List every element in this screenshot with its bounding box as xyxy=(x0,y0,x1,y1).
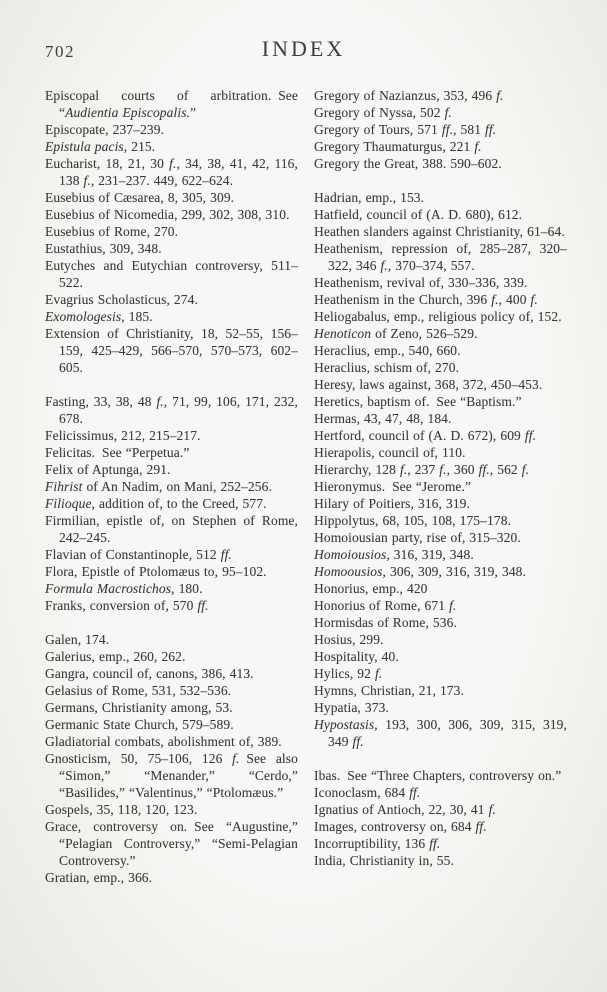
entry-text: Heliogabalus, emp., religious policy of, 152. xyxy=(314,309,562,324)
entry-text: Gregory of Tours, 571 xyxy=(314,122,442,137)
italic-term: f. xyxy=(380,258,388,273)
entry-text: , 562 xyxy=(489,462,522,477)
italic-term: ff. xyxy=(478,462,490,477)
italic-term: f. xyxy=(530,292,538,307)
italic-term: ff. xyxy=(352,734,364,749)
italic-term: Filioque xyxy=(45,496,92,511)
index-entry xyxy=(314,342,567,359)
entry-text: Flora, Epistle of Ptolomæus to, 95–102. xyxy=(45,564,267,579)
index-entry xyxy=(314,461,567,478)
entry-text: Hormisdas of Rome, 536. xyxy=(314,615,457,630)
index-entry xyxy=(314,648,567,665)
index-entry xyxy=(45,189,298,206)
italic-term: Audientia Episcopalis. xyxy=(65,105,191,120)
index-entry xyxy=(314,87,567,104)
index-entry xyxy=(314,308,567,325)
entry-text: , 34, 38, 41, 42, 116, 138 xyxy=(59,156,299,188)
entry-text: Galen, 174. xyxy=(45,632,110,647)
index-entry xyxy=(314,478,567,495)
index-entry xyxy=(45,155,298,189)
index-entry xyxy=(314,699,567,716)
index-entry xyxy=(314,189,567,206)
index-column-left xyxy=(45,87,298,886)
italic-term: f. xyxy=(169,156,177,171)
index-entry xyxy=(45,138,298,155)
index-entry xyxy=(45,512,298,546)
entry-text: , 71, 99, 106, 171, 232, 678. xyxy=(59,394,298,426)
entry-text: Gelasius of Rome, 531, 532–536. xyxy=(45,683,232,698)
entry-text: Heraclius, schism of, 270. xyxy=(314,360,460,375)
italic-term: ff. xyxy=(475,819,487,834)
index-entry xyxy=(314,376,567,393)
index-entry xyxy=(45,699,298,716)
italic-term: Hypostasis xyxy=(314,717,375,732)
entry-text: , 360 xyxy=(446,462,479,477)
entry-text: Hadrian, emp., 153. xyxy=(314,190,425,205)
entry-text: Felix of Aptunga, 291. xyxy=(45,462,171,477)
page-title: INDEX xyxy=(261,36,346,61)
entry-text: Felicitas. See “Perpetua.” xyxy=(45,445,190,460)
entry-text: , 237 xyxy=(407,462,440,477)
entry-text: Honorius of Rome, 671 xyxy=(314,598,450,613)
entry-text: Firmilian, epistle of, on Stephen of Rome, 242–245. xyxy=(45,513,298,545)
italic-term: f. xyxy=(444,105,452,120)
entry-text: Gregory the Great, 388. 590–602. xyxy=(314,156,502,171)
entry-text: Hypatia, 373. xyxy=(314,700,389,715)
index-entry xyxy=(314,852,567,869)
entry-text: Felicissimus, 212, 215–217. xyxy=(45,428,201,443)
entry-text: , 185. xyxy=(121,309,153,324)
index-entry xyxy=(45,682,298,699)
entry-text: Homoiousian party, rise of, 315–320. xyxy=(314,530,521,545)
index-entry xyxy=(45,580,298,597)
entry-text: Hatfield, council of (A. D. 680), 612. xyxy=(314,207,523,222)
italic-term: f. xyxy=(374,666,383,681)
index-entry xyxy=(45,478,298,495)
italic-term: f. xyxy=(491,292,499,307)
index-entry xyxy=(45,597,298,614)
italic-term: ff. xyxy=(441,122,454,137)
entry-text: Hierapolis, council of, 110. xyxy=(314,445,466,460)
index-entry xyxy=(314,631,567,648)
index-entry xyxy=(314,546,567,563)
italic-term: f. xyxy=(496,88,504,103)
index-entry xyxy=(45,223,298,240)
entry-text: , 306, 309, 316, 319, 348. xyxy=(382,564,526,579)
entry-text: Hymns, Christian, 21, 173. xyxy=(314,683,464,698)
entry-text: Germanic State Church, 579–589. xyxy=(45,717,234,732)
index-entry xyxy=(45,87,298,121)
entry-text: Hylics, 92 xyxy=(314,666,375,681)
italic-term: Exomologesis xyxy=(45,309,122,324)
entry-text: Heathenism, repression of, 285–287, 320–322, 346 xyxy=(314,241,567,273)
entry-text: of An Nadim, on Mani, 252–256. xyxy=(82,479,272,494)
index-entry xyxy=(45,121,298,138)
entry-text: Honorius, emp., 420 xyxy=(314,581,428,596)
entry-text: Images, controversy on, 684 xyxy=(314,819,476,834)
entry-text: of Zeno, 526–529. xyxy=(371,326,478,341)
index-entry xyxy=(314,767,567,784)
entry-text: Eutyches and Eutychian controversy, 511–522. xyxy=(45,258,298,290)
italic-term: ff. xyxy=(409,785,421,800)
entry-text: , 581 xyxy=(453,122,486,137)
index-entry xyxy=(314,410,567,427)
entry-text: Episcopate, 237–239. xyxy=(45,122,165,137)
entry-text: Hippolytus, 68, 105, 108, 175–178. xyxy=(314,513,512,528)
entry-text: Heretics, baptism of. See “Baptism.” xyxy=(314,394,522,409)
entry-text: Extension of Christianity, 18, 52–55, 156–159, 425–429, 566–570, 570–573, 602–605. xyxy=(45,326,298,375)
entry-text: Heresy, laws against, 368, 372, 450–453. xyxy=(314,377,543,392)
entry-text: Gregory of Nyssa, 502 xyxy=(314,105,445,120)
entry-text: Eusebius of Cæsarea, 8, 305, 309. xyxy=(45,190,235,205)
entry-text: Eucharist, 18, 21, 30 xyxy=(45,156,170,171)
index-entry xyxy=(45,546,298,563)
italic-term: Homoousios xyxy=(314,564,383,579)
italic-term: f. xyxy=(399,462,408,477)
index-entry xyxy=(45,733,298,750)
entry-text: , 400 xyxy=(498,292,531,307)
entry-text: , 180. xyxy=(171,581,203,596)
entry-text: Ibas. See “Three Chapters, controversy on.” xyxy=(314,768,562,783)
index-entry xyxy=(314,427,567,444)
index-entry xyxy=(314,835,567,852)
entry-text: Hermas, 43, 47, 48, 184. xyxy=(314,411,452,426)
entry-text: , 215. xyxy=(123,139,156,154)
entry-text: Evagrius Scholasticus, 274. xyxy=(45,292,198,307)
entry-text: Incorruptibility, 136 xyxy=(314,836,430,851)
entry-text: Grace, controversy on. See “Augustine,” “Pelagian Controversy,” “Semi-Pelagian Controversy.” xyxy=(45,819,298,868)
italic-term: f. xyxy=(521,462,530,477)
italic-term: Henoticon xyxy=(314,326,372,341)
index-entry xyxy=(314,801,567,818)
index-entry xyxy=(314,512,567,529)
italic-term: Formula Macrostichos xyxy=(45,581,172,596)
entry-text: , 316, 319, 348. xyxy=(386,547,474,562)
index-entry xyxy=(314,716,567,750)
entry-text: Heathenism, revival of, 330–336, 339. xyxy=(314,275,528,290)
italic-term: ff. xyxy=(485,122,497,137)
entry-text: Eusebius of Nicomedia, 299, 302, 308, 310. xyxy=(45,207,290,222)
index-entry xyxy=(45,869,298,886)
page-number: 702 xyxy=(45,42,75,61)
index-entry xyxy=(314,444,567,461)
index-entry xyxy=(314,138,567,155)
index-entry xyxy=(45,393,298,427)
italic-term: ff. xyxy=(220,547,232,562)
italic-term: f. xyxy=(83,173,91,188)
italic-term: f. xyxy=(156,394,164,409)
entry-text: Hilary of Poitiers, 316, 319. xyxy=(314,496,471,511)
entry-text: Eustathius, 309, 348. xyxy=(45,241,162,256)
italic-term: f. xyxy=(488,802,496,817)
entry-text: Gnosticism, 50, 75–106, 126 xyxy=(45,751,233,766)
entry-text: Hospitality, 40. xyxy=(314,649,399,664)
italic-term: ff. xyxy=(197,598,209,613)
index-entry xyxy=(314,325,567,342)
entry-text: Heathen slanders against Christianity, 61–64. xyxy=(314,224,565,239)
entry-text: Germans, Christianity among, 53. xyxy=(45,700,233,715)
entry-text: , 193, 300, 306, 309, 315, 319, 349 xyxy=(328,717,567,749)
italic-term: f. xyxy=(474,139,482,154)
index-entry xyxy=(45,206,298,223)
index-entry xyxy=(314,223,567,240)
index-entry xyxy=(314,580,567,597)
index-entry xyxy=(314,665,567,682)
index-column-right xyxy=(314,87,567,886)
index-entry xyxy=(314,104,567,121)
index-entry xyxy=(314,206,567,223)
index-entry xyxy=(45,648,298,665)
entry-text: Galerius, emp., 260, 262. xyxy=(45,649,186,664)
index-columns xyxy=(0,87,607,886)
index-entry xyxy=(314,818,567,835)
entry-text: , 231–237. 449, 622–624. xyxy=(90,173,234,188)
index-entry xyxy=(45,818,298,869)
entry-text: , 370–374, 557. xyxy=(387,258,475,273)
index-entry xyxy=(45,427,298,444)
entry-text: See also “Simon,” “Menander,” “Cerdo,” “Basilides,” “Valentinus,” “Ptolomæus.” xyxy=(59,751,298,800)
index-entry xyxy=(45,240,298,257)
index-entry xyxy=(314,563,567,580)
entry-text: Gospels, 35, 118, 120, 123. xyxy=(45,802,198,817)
italic-term: ff. xyxy=(429,836,441,851)
italic-term: f. xyxy=(449,598,457,613)
entry-text: Hierarchy, 128 xyxy=(314,462,400,477)
index-entry xyxy=(314,291,567,308)
entry-text: Gladiatorial combats, abolishment of, 389. xyxy=(45,734,282,749)
entry-text: Heraclius, emp., 540, 660. xyxy=(314,343,461,358)
index-entry xyxy=(45,291,298,308)
italic-term: ff. xyxy=(524,428,537,443)
page-header xyxy=(0,0,607,66)
index-entry xyxy=(314,393,567,410)
index-entry xyxy=(314,359,567,376)
index-entry xyxy=(45,257,298,291)
entry-text: Iconoclasm, 684 xyxy=(314,785,410,800)
entry-text: , addition of, to the Creed, 577. xyxy=(91,496,267,511)
entry-text: Gregory Thaumaturgus, 221 xyxy=(314,139,475,154)
italic-term: Fihrist xyxy=(45,479,83,494)
entry-text: Fasting, 33, 38, 48 xyxy=(45,394,157,409)
italic-term: f. xyxy=(232,751,240,766)
italic-term: f. xyxy=(439,462,447,477)
entry-text: Gangra, council of, canons, 386, 413. xyxy=(45,666,254,681)
index-entry xyxy=(45,325,298,376)
italic-term: Epistula pacis xyxy=(45,139,124,154)
entry-text: Gregory of Nazianzus, 353, 496 xyxy=(314,88,497,103)
entry-text: India, Christianity in, 55. xyxy=(314,853,454,868)
index-entry xyxy=(314,682,567,699)
index-entry xyxy=(45,665,298,682)
entry-text: Hieronymus. See “Jerome.” xyxy=(314,479,472,494)
entry-text: ” xyxy=(190,105,197,120)
entry-text: Hertford, council of (A. D. 672), 609 xyxy=(314,428,525,443)
index-entry xyxy=(314,274,567,291)
index-entry xyxy=(45,750,298,801)
italic-term: Homoiousios xyxy=(314,547,387,562)
index-entry xyxy=(45,631,298,648)
index-entry xyxy=(314,155,567,172)
entry-text: Hosius, 299. xyxy=(314,632,384,647)
entry-text: Eusebius of Rome, 270. xyxy=(45,224,179,239)
entry-text: Franks, conversion of, 570 xyxy=(45,598,198,613)
index-entry xyxy=(45,716,298,733)
index-entry xyxy=(45,444,298,461)
index-entry xyxy=(314,529,567,546)
index-entry xyxy=(314,597,567,614)
index-entry xyxy=(314,240,567,274)
entry-text: Heathenism in the Church, 396 xyxy=(314,292,492,307)
index-entry xyxy=(45,308,298,325)
entry-text: Episcopal courts of arbitration. See “ xyxy=(45,88,298,120)
index-entry xyxy=(314,784,567,801)
index-entry xyxy=(45,461,298,478)
entry-text: Flavian of Constantinople, 512 xyxy=(45,547,221,562)
index-entry xyxy=(314,495,567,512)
entry-text: Gratian, emp., 366. xyxy=(45,870,153,885)
index-entry xyxy=(314,614,567,631)
entry-text: Ignatius of Antioch, 22, 30, 41 xyxy=(314,802,489,817)
index-entry xyxy=(45,563,298,580)
index-entry xyxy=(45,495,298,512)
index-entry xyxy=(45,801,298,818)
index-entry xyxy=(314,121,567,138)
